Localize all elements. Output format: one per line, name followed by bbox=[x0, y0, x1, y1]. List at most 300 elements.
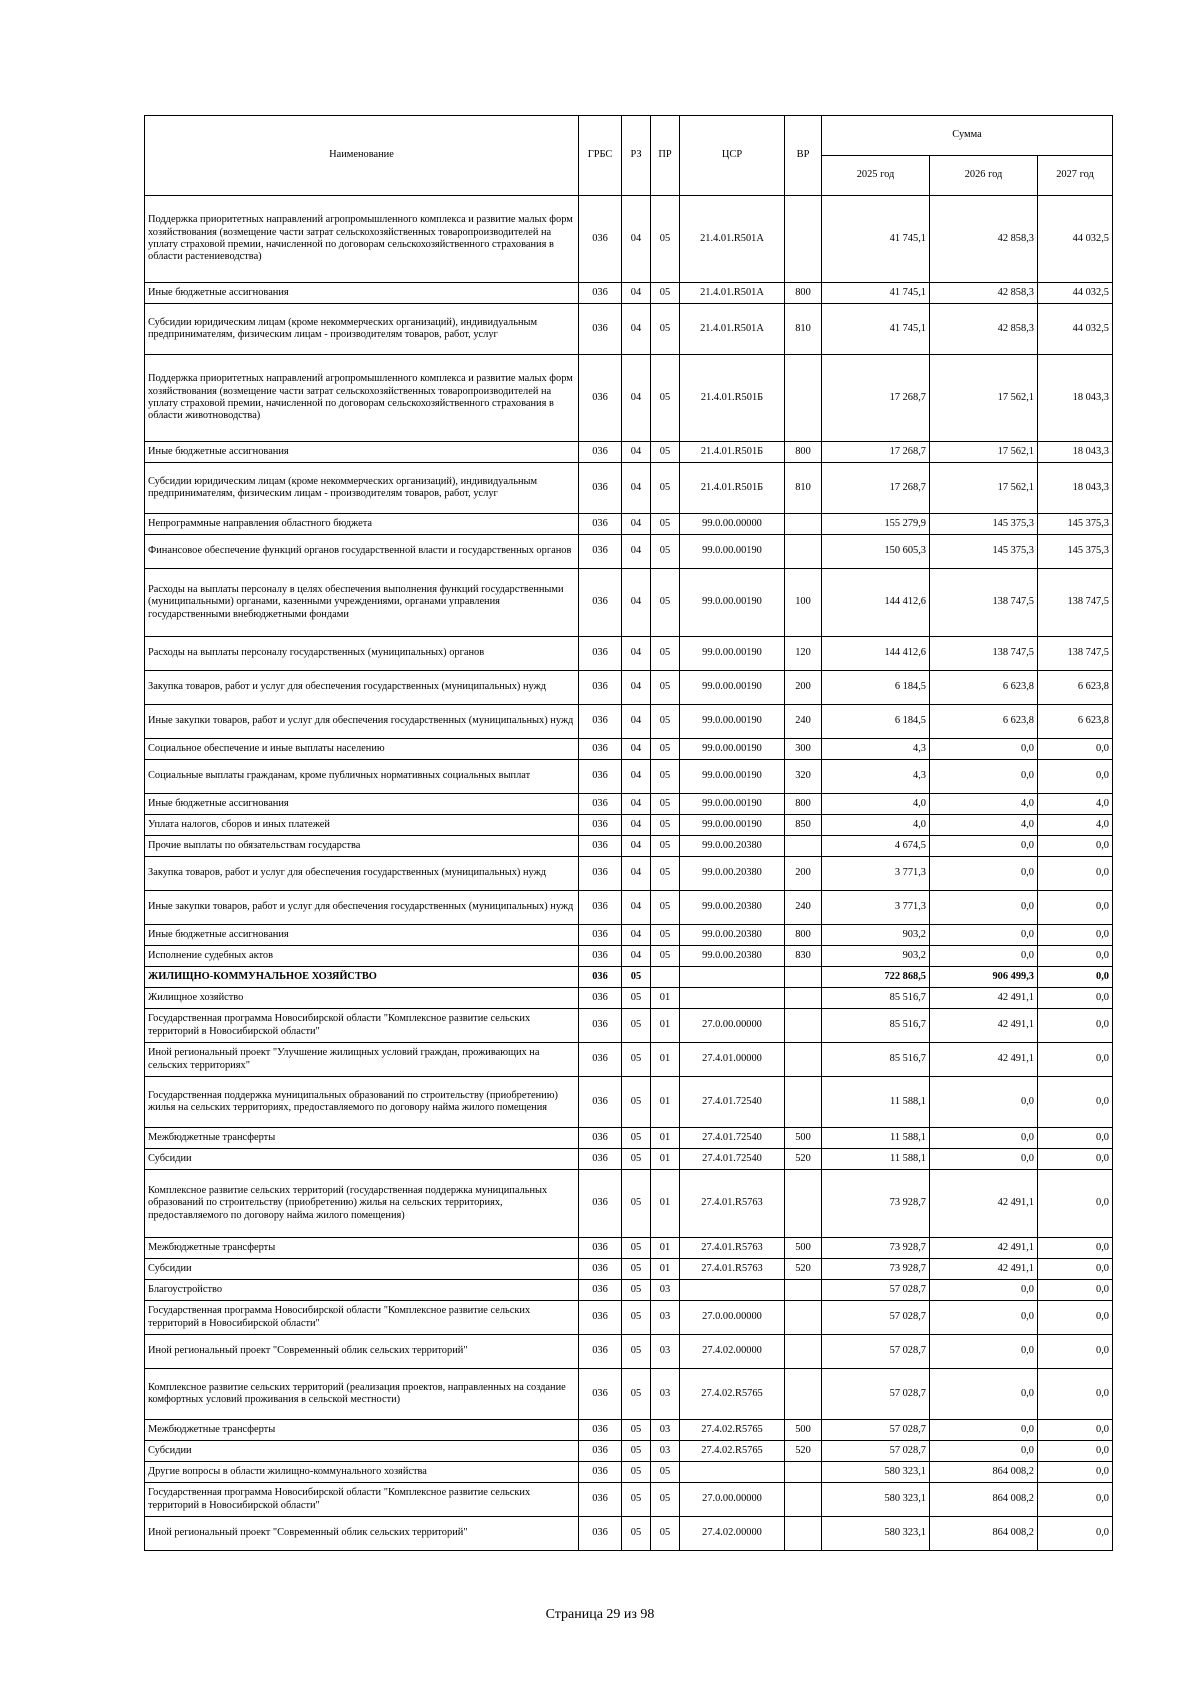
cell-sum-2027: 6 623,8 bbox=[1038, 705, 1113, 739]
cell-sum-2027: 0,0 bbox=[1038, 739, 1113, 760]
cell-vr: 200 bbox=[785, 857, 822, 891]
cell-sum-2026: 17 562,1 bbox=[930, 463, 1038, 514]
cell-rz: 04 bbox=[622, 304, 651, 355]
cell-pr: 05 bbox=[651, 671, 680, 705]
table-body bbox=[145, 196, 1113, 1551]
cell-rz: 04 bbox=[622, 442, 651, 463]
cell-vr: 810 bbox=[785, 463, 822, 514]
cell-sum-2025: 85 516,7 bbox=[822, 1009, 930, 1043]
cell-rz: 05 bbox=[622, 1128, 651, 1149]
cell-sum-2025: 57 028,7 bbox=[822, 1420, 930, 1441]
cell-csr: 27.4.02.00000 bbox=[680, 1517, 785, 1551]
cell-sum-2026: 138 747,5 bbox=[930, 637, 1038, 671]
table-row bbox=[145, 1259, 1113, 1280]
cell-vr: 800 bbox=[785, 794, 822, 815]
header-year-2025: 2025 год bbox=[822, 156, 930, 196]
cell-name: Расходы на выплаты персоналу государственных (муниципальных) органов bbox=[145, 637, 579, 671]
cell-grbs: 036 bbox=[579, 739, 622, 760]
cell-vr: 300 bbox=[785, 739, 822, 760]
cell-rz: 04 bbox=[622, 569, 651, 637]
cell-sum-2025: 150 605,3 bbox=[822, 535, 930, 569]
cell-sum-2025: 144 412,6 bbox=[822, 637, 930, 671]
cell-rz: 04 bbox=[622, 946, 651, 967]
cell-rz: 04 bbox=[622, 760, 651, 794]
cell-name: Иные закупки товаров, работ и услуг для обеспечения государственных (муниципальных) нужд bbox=[145, 705, 579, 739]
cell-pr: 03 bbox=[651, 1441, 680, 1462]
cell-rz: 05 bbox=[622, 988, 651, 1009]
cell-sum-2027: 0,0 bbox=[1038, 1335, 1113, 1369]
header-rz: РЗ bbox=[622, 116, 651, 196]
cell-sum-2026: 42 858,3 bbox=[930, 283, 1038, 304]
cell-sum-2026: 0,0 bbox=[930, 946, 1038, 967]
table-row bbox=[145, 514, 1113, 535]
cell-grbs: 036 bbox=[579, 671, 622, 705]
cell-sum-2027: 4,0 bbox=[1038, 794, 1113, 815]
cell-sum-2027: 0,0 bbox=[1038, 1483, 1113, 1517]
cell-sum-2025: 722 868,5 bbox=[822, 967, 930, 988]
cell-vr bbox=[785, 1170, 822, 1238]
header-csr: ЦСР bbox=[680, 116, 785, 196]
cell-rz: 04 bbox=[622, 514, 651, 535]
cell-sum-2026: 0,0 bbox=[930, 1077, 1038, 1128]
cell-sum-2027: 138 747,5 bbox=[1038, 569, 1113, 637]
cell-grbs: 036 bbox=[579, 637, 622, 671]
cell-sum-2025: 580 323,1 bbox=[822, 1517, 930, 1551]
cell-sum-2025: 85 516,7 bbox=[822, 988, 930, 1009]
cell-rz: 05 bbox=[622, 1420, 651, 1441]
cell-name: Субсидии юридическим лицам (кроме некоммерческих организаций), индивидуальным предпринимателям, физическим лицам - производителям товаров, работ, услуг bbox=[145, 304, 579, 355]
cell-name: Субсидии юридическим лицам (кроме некоммерческих организаций), индивидуальным предпринимателям, физическим лицам - производителям товаров, работ, услуг bbox=[145, 463, 579, 514]
cell-rz: 05 bbox=[622, 1280, 651, 1301]
cell-pr: 05 bbox=[651, 283, 680, 304]
cell-rz: 05 bbox=[622, 1301, 651, 1335]
cell-name: Прочие выплаты по обязательствам государства bbox=[145, 836, 579, 857]
cell-rz: 05 bbox=[622, 1517, 651, 1551]
cell-name: Иные бюджетные ассигнования bbox=[145, 925, 579, 946]
cell-name: Социальные выплаты гражданам, кроме публичных нормативных социальных выплат bbox=[145, 760, 579, 794]
cell-sum-2025: 57 028,7 bbox=[822, 1369, 930, 1420]
cell-sum-2027: 18 043,3 bbox=[1038, 463, 1113, 514]
cell-sum-2027: 0,0 bbox=[1038, 1043, 1113, 1077]
cell-pr: 01 bbox=[651, 1238, 680, 1259]
cell-sum-2026: 0,0 bbox=[930, 925, 1038, 946]
cell-csr: 99.0.00.00190 bbox=[680, 794, 785, 815]
cell-rz: 04 bbox=[622, 925, 651, 946]
cell-sum-2026: 0,0 bbox=[930, 1149, 1038, 1170]
cell-rz: 04 bbox=[622, 196, 651, 283]
cell-grbs: 036 bbox=[579, 535, 622, 569]
cell-sum-2025: 17 268,7 bbox=[822, 463, 930, 514]
cell-grbs: 036 bbox=[579, 569, 622, 637]
cell-pr: 01 bbox=[651, 1077, 680, 1128]
cell-pr: 05 bbox=[651, 304, 680, 355]
cell-vr: 500 bbox=[785, 1238, 822, 1259]
cell-name: Исполнение судебных актов bbox=[145, 946, 579, 967]
cell-sum-2025: 73 928,7 bbox=[822, 1259, 930, 1280]
cell-name: Социальное обеспечение и иные выплаты населению bbox=[145, 739, 579, 760]
cell-grbs: 036 bbox=[579, 304, 622, 355]
cell-pr: 05 bbox=[651, 637, 680, 671]
cell-sum-2027: 18 043,3 bbox=[1038, 355, 1113, 442]
header-vr: ВР bbox=[785, 116, 822, 196]
cell-sum-2027: 0,0 bbox=[1038, 988, 1113, 1009]
cell-csr: 27.4.02.R5765 bbox=[680, 1369, 785, 1420]
cell-rz: 05 bbox=[622, 1369, 651, 1420]
table-row bbox=[145, 1335, 1113, 1369]
cell-pr: 05 bbox=[651, 442, 680, 463]
cell-name: Межбюджетные трансферты bbox=[145, 1238, 579, 1259]
cell-grbs: 036 bbox=[579, 1009, 622, 1043]
cell-grbs: 036 bbox=[579, 705, 622, 739]
cell-sum-2027: 0,0 bbox=[1038, 1280, 1113, 1301]
cell-vr bbox=[785, 535, 822, 569]
cell-name: Комплексное развитие сельских территорий (реализация проектов, направленных на создание комфортных условий проживания в сельской местности) bbox=[145, 1369, 579, 1420]
cell-vr: 500 bbox=[785, 1128, 822, 1149]
page-footer: Страница 29 из 98 bbox=[545, 1607, 655, 1622]
cell-rz: 05 bbox=[622, 1441, 651, 1462]
cell-rz: 04 bbox=[622, 671, 651, 705]
cell-grbs: 036 bbox=[579, 1238, 622, 1259]
cell-rz: 04 bbox=[622, 637, 651, 671]
cell-sum-2027: 0,0 bbox=[1038, 1462, 1113, 1483]
cell-sum-2026: 42 491,1 bbox=[930, 1259, 1038, 1280]
cell-sum-2027: 0,0 bbox=[1038, 967, 1113, 988]
cell-sum-2027: 44 032,5 bbox=[1038, 283, 1113, 304]
cell-sum-2025: 4,3 bbox=[822, 760, 930, 794]
cell-sum-2027: 44 032,5 bbox=[1038, 304, 1113, 355]
cell-name: Иные закупки товаров, работ и услуг для обеспечения государственных (муниципальных) нужд bbox=[145, 891, 579, 925]
table-row bbox=[145, 1462, 1113, 1483]
cell-name: Комплексное развитие сельских территорий (государственная поддержка муниципальных образований по строительству (приобретению) жилья на сельских территориях, предоставляемого по договору найма жилого помещения) bbox=[145, 1170, 579, 1238]
cell-sum-2027: 0,0 bbox=[1038, 1441, 1113, 1462]
cell-name: ЖИЛИЩНО-КОММУНАЛЬНОЕ ХОЗЯЙСТВО bbox=[145, 967, 579, 988]
table-row bbox=[145, 760, 1113, 794]
cell-pr: 05 bbox=[651, 355, 680, 442]
cell-pr: 01 bbox=[651, 1149, 680, 1170]
cell-csr bbox=[680, 1280, 785, 1301]
table-row bbox=[145, 1517, 1113, 1551]
cell-sum-2026: 6 623,8 bbox=[930, 705, 1038, 739]
cell-sum-2026: 42 491,1 bbox=[930, 1170, 1038, 1238]
cell-csr: 27.0.00.00000 bbox=[680, 1483, 785, 1517]
cell-grbs: 036 bbox=[579, 815, 622, 836]
cell-grbs: 036 bbox=[579, 1335, 622, 1369]
cell-sum-2025: 903,2 bbox=[822, 946, 930, 967]
cell-sum-2025: 85 516,7 bbox=[822, 1043, 930, 1077]
cell-pr: 05 bbox=[651, 815, 680, 836]
cell-sum-2025: 11 588,1 bbox=[822, 1077, 930, 1128]
cell-name: Иной региональный проект "Современный облик сельских территорий" bbox=[145, 1517, 579, 1551]
cell-rz: 05 bbox=[622, 1259, 651, 1280]
cell-sum-2025: 903,2 bbox=[822, 925, 930, 946]
cell-pr: 05 bbox=[651, 925, 680, 946]
cell-name: Поддержка приоритетных направлений агропромышленного комплекса и развитие малых форм хозяйствования (возмещение части затрат сельскохозяйственных товаропроизводителей на уплату страховой премии, начисленной по договорам сельскохозяйственного страхования в области растениеводства) bbox=[145, 196, 579, 283]
cell-sum-2026: 42 491,1 bbox=[930, 1238, 1038, 1259]
cell-pr: 01 bbox=[651, 1009, 680, 1043]
cell-csr: 27.4.01.72540 bbox=[680, 1149, 785, 1170]
cell-vr bbox=[785, 1462, 822, 1483]
cell-name: Государственная программа Новосибирской области "Комплексное развитие сельских территорий в Новосибирской области" bbox=[145, 1301, 579, 1335]
cell-grbs: 036 bbox=[579, 925, 622, 946]
table-row bbox=[145, 1280, 1113, 1301]
cell-csr: 21.4.01.R501А bbox=[680, 196, 785, 283]
cell-sum-2026: 17 562,1 bbox=[930, 442, 1038, 463]
cell-sum-2027: 6 623,8 bbox=[1038, 671, 1113, 705]
cell-rz: 04 bbox=[622, 836, 651, 857]
cell-sum-2026: 42 491,1 bbox=[930, 988, 1038, 1009]
cell-sum-2027: 0,0 bbox=[1038, 925, 1113, 946]
cell-pr: 01 bbox=[651, 988, 680, 1009]
cell-grbs: 036 bbox=[579, 442, 622, 463]
cell-name: Расходы на выплаты персоналу в целях обеспечения выполнения функций государственными (муниципальными) органами, казенными учреждениями, органами управления государственными внебюджетными фондами bbox=[145, 569, 579, 637]
cell-sum-2027: 138 747,5 bbox=[1038, 637, 1113, 671]
cell-sum-2026: 906 499,3 bbox=[930, 967, 1038, 988]
cell-sum-2026: 0,0 bbox=[930, 1420, 1038, 1441]
cell-csr: 27.0.00.00000 bbox=[680, 1301, 785, 1335]
cell-vr: 810 bbox=[785, 304, 822, 355]
cell-sum-2025: 57 028,7 bbox=[822, 1441, 930, 1462]
cell-vr: 200 bbox=[785, 671, 822, 705]
cell-sum-2025: 3 771,3 bbox=[822, 857, 930, 891]
cell-name: Субсидии bbox=[145, 1149, 579, 1170]
header-sum: Сумма bbox=[822, 116, 1113, 156]
cell-rz: 05 bbox=[622, 1238, 651, 1259]
cell-name: Государственная программа Новосибирской области "Комплексное развитие сельских территорий в Новосибирской области" bbox=[145, 1483, 579, 1517]
cell-csr: 21.4.01.R501Б bbox=[680, 442, 785, 463]
table-row bbox=[145, 815, 1113, 836]
cell-vr: 800 bbox=[785, 283, 822, 304]
table-row bbox=[145, 1238, 1113, 1259]
cell-vr: 800 bbox=[785, 442, 822, 463]
cell-pr: 03 bbox=[651, 1335, 680, 1369]
cell-sum-2026: 42 858,3 bbox=[930, 196, 1038, 283]
cell-sum-2026: 138 747,5 bbox=[930, 569, 1038, 637]
cell-rz: 05 bbox=[622, 1483, 651, 1517]
cell-sum-2025: 11 588,1 bbox=[822, 1149, 930, 1170]
cell-sum-2026: 145 375,3 bbox=[930, 514, 1038, 535]
cell-vr: 850 bbox=[785, 815, 822, 836]
cell-sum-2025: 73 928,7 bbox=[822, 1238, 930, 1259]
cell-sum-2027: 0,0 bbox=[1038, 946, 1113, 967]
cell-sum-2026: 0,0 bbox=[930, 1369, 1038, 1420]
cell-sum-2027: 0,0 bbox=[1038, 1077, 1113, 1128]
cell-sum-2027: 145 375,3 bbox=[1038, 514, 1113, 535]
cell-pr: 03 bbox=[651, 1420, 680, 1441]
cell-name: Поддержка приоритетных направлений агропромышленного комплекса и развитие малых форм хозяйствования (возмещение части затрат сельскохозяйственных товаропроизводителей на уплату страховой премии, начисленной по договорам сельскохозяйственного страхования в области животноводства) bbox=[145, 355, 579, 442]
cell-sum-2025: 57 028,7 bbox=[822, 1335, 930, 1369]
cell-pr: 05 bbox=[651, 1517, 680, 1551]
cell-name: Закупка товаров, работ и услуг для обеспечения государственных (муниципальных) нужд bbox=[145, 671, 579, 705]
cell-sum-2025: 41 745,1 bbox=[822, 304, 930, 355]
cell-grbs: 036 bbox=[579, 857, 622, 891]
table-row bbox=[145, 946, 1113, 967]
header-year-2027: 2027 год bbox=[1038, 156, 1113, 196]
cell-vr bbox=[785, 196, 822, 283]
table-row bbox=[145, 705, 1113, 739]
cell-sum-2025: 155 279,9 bbox=[822, 514, 930, 535]
cell-sum-2025: 4,0 bbox=[822, 794, 930, 815]
cell-vr bbox=[785, 1280, 822, 1301]
cell-rz: 04 bbox=[622, 857, 651, 891]
cell-csr: 99.0.00.00190 bbox=[680, 535, 785, 569]
cell-pr: 05 bbox=[651, 705, 680, 739]
table-header bbox=[145, 116, 1113, 196]
cell-sum-2027: 44 032,5 bbox=[1038, 196, 1113, 283]
cell-sum-2027: 0,0 bbox=[1038, 1009, 1113, 1043]
cell-csr: 27.4.01.R5763 bbox=[680, 1170, 785, 1238]
table-row bbox=[145, 794, 1113, 815]
table-row bbox=[145, 1483, 1113, 1517]
cell-vr: 240 bbox=[785, 705, 822, 739]
cell-pr: 05 bbox=[651, 739, 680, 760]
cell-sum-2026: 0,0 bbox=[930, 1441, 1038, 1462]
cell-sum-2026: 864 008,2 bbox=[930, 1483, 1038, 1517]
cell-sum-2026: 0,0 bbox=[930, 1301, 1038, 1335]
cell-rz: 05 bbox=[622, 1077, 651, 1128]
cell-sum-2025: 4 674,5 bbox=[822, 836, 930, 857]
cell-vr: 830 bbox=[785, 946, 822, 967]
cell-rz: 04 bbox=[622, 794, 651, 815]
cell-rz: 04 bbox=[622, 463, 651, 514]
cell-pr: 05 bbox=[651, 891, 680, 925]
table-row bbox=[145, 355, 1113, 442]
cell-sum-2027: 0,0 bbox=[1038, 891, 1113, 925]
cell-csr: 27.4.02.R5765 bbox=[680, 1441, 785, 1462]
cell-grbs: 036 bbox=[579, 946, 622, 967]
cell-grbs: 036 bbox=[579, 891, 622, 925]
cell-vr bbox=[785, 1043, 822, 1077]
table-row bbox=[145, 1420, 1113, 1441]
cell-sum-2027: 0,0 bbox=[1038, 1149, 1113, 1170]
cell-csr: 99.0.00.20380 bbox=[680, 946, 785, 967]
cell-sum-2027: 0,0 bbox=[1038, 836, 1113, 857]
table-row bbox=[145, 463, 1113, 514]
cell-grbs: 036 bbox=[579, 1517, 622, 1551]
cell-vr bbox=[785, 1335, 822, 1369]
cell-name: Иные бюджетные ассигнования bbox=[145, 794, 579, 815]
table-row bbox=[145, 925, 1113, 946]
cell-name: Межбюджетные трансферты bbox=[145, 1128, 579, 1149]
cell-vr bbox=[785, 355, 822, 442]
cell-sum-2026: 0,0 bbox=[930, 760, 1038, 794]
cell-sum-2027: 0,0 bbox=[1038, 760, 1113, 794]
cell-sum-2025: 6 184,5 bbox=[822, 705, 930, 739]
cell-vr bbox=[785, 1369, 822, 1420]
cell-sum-2026: 42 858,3 bbox=[930, 304, 1038, 355]
cell-csr: 99.0.00.00190 bbox=[680, 815, 785, 836]
cell-sum-2025: 41 745,1 bbox=[822, 283, 930, 304]
cell-sum-2025: 4,0 bbox=[822, 815, 930, 836]
cell-vr bbox=[785, 836, 822, 857]
cell-pr: 05 bbox=[651, 535, 680, 569]
cell-sum-2025: 17 268,7 bbox=[822, 355, 930, 442]
cell-sum-2025: 580 323,1 bbox=[822, 1483, 930, 1517]
cell-grbs: 036 bbox=[579, 1369, 622, 1420]
table-row bbox=[145, 671, 1113, 705]
cell-sum-2027: 0,0 bbox=[1038, 857, 1113, 891]
cell-grbs: 036 bbox=[579, 283, 622, 304]
cell-pr: 05 bbox=[651, 760, 680, 794]
table-row bbox=[145, 304, 1113, 355]
cell-sum-2026: 0,0 bbox=[930, 739, 1038, 760]
cell-grbs: 036 bbox=[579, 1462, 622, 1483]
cell-csr: 21.4.01.R501Б bbox=[680, 463, 785, 514]
cell-rz: 04 bbox=[622, 355, 651, 442]
cell-vr: 520 bbox=[785, 1441, 822, 1462]
cell-grbs: 036 bbox=[579, 1301, 622, 1335]
cell-pr: 01 bbox=[651, 1128, 680, 1149]
cell-csr: 99.0.00.20380 bbox=[680, 857, 785, 891]
cell-sum-2027: 0,0 bbox=[1038, 1301, 1113, 1335]
cell-csr: 99.0.00.00190 bbox=[680, 569, 785, 637]
cell-name: Закупка товаров, работ и услуг для обеспечения государственных (муниципальных) нужд bbox=[145, 857, 579, 891]
cell-vr bbox=[785, 1077, 822, 1128]
cell-grbs: 036 bbox=[579, 1077, 622, 1128]
cell-name: Иной региональный проект "Современный облик сельских территорий" bbox=[145, 1335, 579, 1369]
cell-sum-2027: 0,0 bbox=[1038, 1420, 1113, 1441]
cell-csr: 99.0.00.00190 bbox=[680, 760, 785, 794]
cell-pr: 05 bbox=[651, 1462, 680, 1483]
cell-sum-2026: 0,0 bbox=[930, 891, 1038, 925]
cell-grbs: 036 bbox=[579, 1259, 622, 1280]
cell-sum-2026: 42 491,1 bbox=[930, 1009, 1038, 1043]
cell-grbs: 036 bbox=[579, 836, 622, 857]
cell-pr: 05 bbox=[651, 836, 680, 857]
cell-vr bbox=[785, 1009, 822, 1043]
cell-sum-2026: 0,0 bbox=[930, 1335, 1038, 1369]
cell-vr bbox=[785, 1483, 822, 1517]
cell-pr bbox=[651, 967, 680, 988]
cell-pr: 03 bbox=[651, 1280, 680, 1301]
cell-csr bbox=[680, 1462, 785, 1483]
cell-rz: 05 bbox=[622, 1009, 651, 1043]
cell-sum-2026: 0,0 bbox=[930, 836, 1038, 857]
cell-rz: 05 bbox=[622, 967, 651, 988]
cell-sum-2025: 11 588,1 bbox=[822, 1128, 930, 1149]
cell-vr: 520 bbox=[785, 1149, 822, 1170]
cell-pr: 01 bbox=[651, 1043, 680, 1077]
cell-sum-2027: 0,0 bbox=[1038, 1517, 1113, 1551]
cell-name: Финансовое обеспечение функций органов государственной власти и государственных органов bbox=[145, 535, 579, 569]
cell-sum-2027: 0,0 bbox=[1038, 1369, 1113, 1420]
cell-sum-2025: 41 745,1 bbox=[822, 196, 930, 283]
cell-csr: 99.0.00.00190 bbox=[680, 705, 785, 739]
cell-grbs: 036 bbox=[579, 463, 622, 514]
cell-rz: 04 bbox=[622, 283, 651, 304]
cell-sum-2025: 3 771,3 bbox=[822, 891, 930, 925]
table-row bbox=[145, 1077, 1113, 1128]
cell-sum-2027: 0,0 bbox=[1038, 1238, 1113, 1259]
cell-rz: 05 bbox=[622, 1335, 651, 1369]
table-row bbox=[145, 1369, 1113, 1420]
cell-csr: 21.4.01.R501А bbox=[680, 304, 785, 355]
cell-csr: 99.0.00.00190 bbox=[680, 671, 785, 705]
cell-sum-2025: 4,3 bbox=[822, 739, 930, 760]
cell-grbs: 036 bbox=[579, 1420, 622, 1441]
cell-grbs: 036 bbox=[579, 760, 622, 794]
table-row bbox=[145, 196, 1113, 283]
table-row bbox=[145, 283, 1113, 304]
cell-vr: 520 bbox=[785, 1259, 822, 1280]
cell-vr bbox=[785, 967, 822, 988]
cell-grbs: 036 bbox=[579, 355, 622, 442]
cell-grbs: 036 bbox=[579, 988, 622, 1009]
cell-rz: 05 bbox=[622, 1170, 651, 1238]
cell-vr: 320 bbox=[785, 760, 822, 794]
cell-csr: 99.0.00.00000 bbox=[680, 514, 785, 535]
table-row bbox=[145, 1043, 1113, 1077]
cell-name: Государственная поддержка муниципальных образований по строительству (приобретению) жилья на сельских территориях, предоставляемого по договору найма жилого помещения bbox=[145, 1077, 579, 1128]
